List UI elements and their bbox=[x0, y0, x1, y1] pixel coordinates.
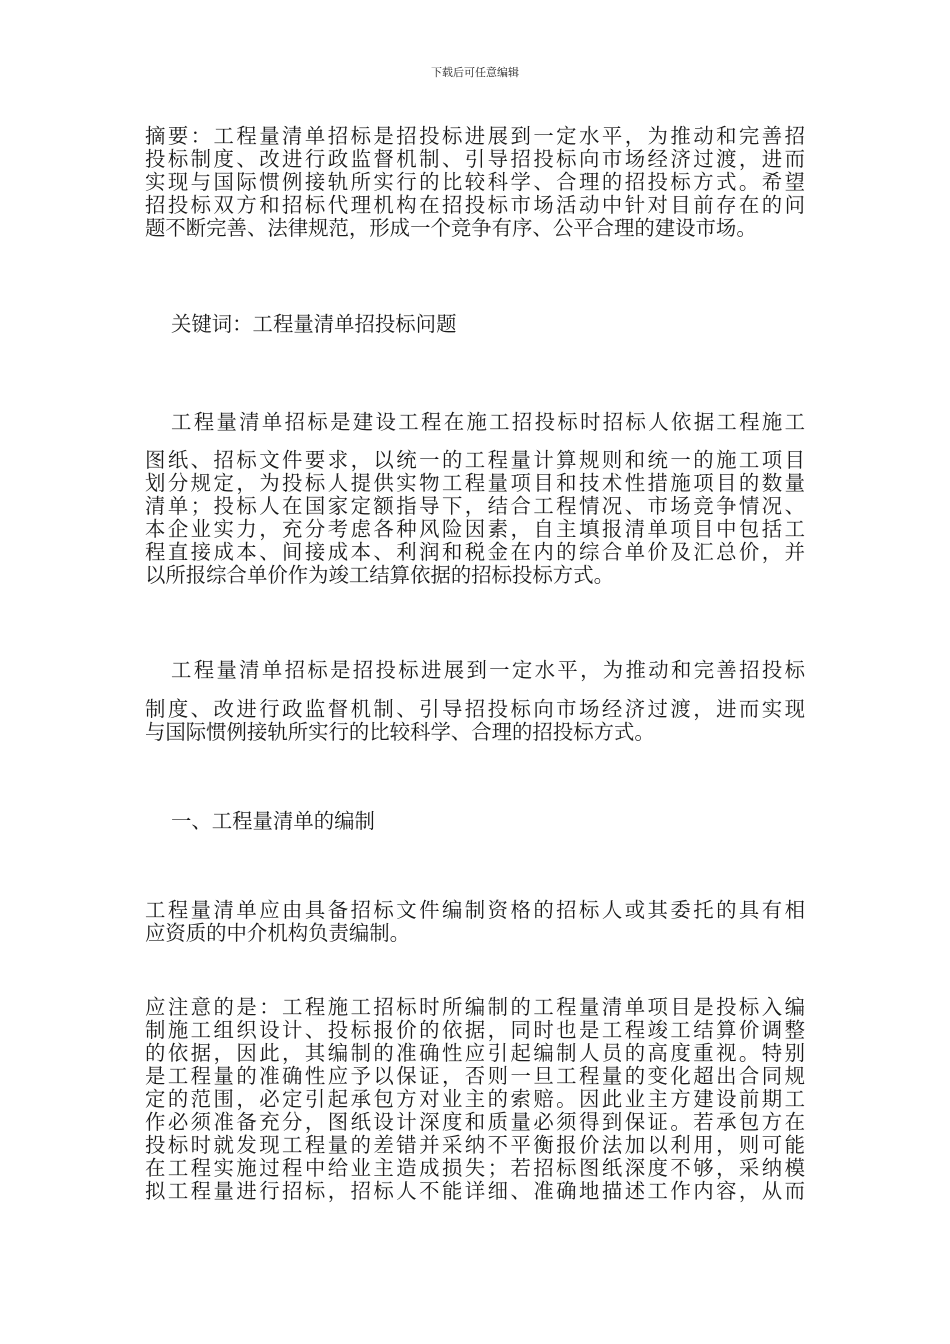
paragraph-line: 应注意的是：工程施工招标时所编制的工程量清单项目是投标入编 bbox=[145, 995, 805, 1019]
paragraph-line: 程直接成本、间接成本、利润和税金在内的综合单价及汇总价，并 bbox=[145, 540, 805, 564]
abstract-line: 实现与国际惯例接轨所实行的比较科学、合理的招投标方式。希望 bbox=[145, 170, 805, 194]
paragraph-line: 制施工组织设计、投标报价的依据，同时也是工程竣工结算价调整 bbox=[145, 1018, 805, 1042]
abstract-line: 投标制度、改进行政监督机制、引导招投标向市场经济过渡，进而 bbox=[145, 147, 805, 171]
abstract-paragraph bbox=[145, 125, 805, 240]
abstract-line: 题不断完善、法律规范，形成一个竞争有序、公平合理的建设市场。 bbox=[145, 216, 757, 240]
paragraph-line: 是工程量的准确性应予以保证，否则一旦工程量的变化超出合同规 bbox=[145, 1064, 805, 1088]
abstract-line: 摘要：工程量清单招标是招投标进展到一定水平，为推动和完善招 bbox=[145, 124, 805, 148]
paragraph-line: 作必须准备充分，图纸设计深度和质量必须得到保证。若承包方在 bbox=[145, 1110, 805, 1134]
paragraph-line: 以所报综合单价作为竣工结算依据的招标投标方式。 bbox=[145, 563, 614, 587]
paragraph-line: 工程量清单招标是建设工程在施工招投标时招标人依据工程施工 bbox=[171, 410, 805, 434]
abstract-line: 招投标双方和招标代理机构在招投标市场活动中针对目前存在的问 bbox=[145, 193, 805, 217]
paragraph-line: 工程量清单应由具备招标文件编制资格的招标人或其委托的具有相 bbox=[145, 898, 805, 922]
paragraph-line: 拟工程量进行招标，招标人不能详细、准确地描述工作内容，从而 bbox=[145, 1179, 805, 1203]
paragraph-line: 应资质的中介机构负责编制。 bbox=[145, 921, 411, 945]
paragraph-line: 清单；投标人在国家定额指导下，结合工程情况、市场竞争情况、 bbox=[145, 494, 805, 518]
paragraph-line: 划分规定，为投标人提供实物工程量项目和技术性措施项目的数量 bbox=[145, 471, 805, 495]
paragraph-2 bbox=[145, 698, 805, 744]
paragraph-4 bbox=[145, 996, 805, 1203]
paragraph-2-first bbox=[145, 659, 805, 682]
paragraph-line: 定的范围，必定引起承包方对业主的索赔。因此业主方建设前期工 bbox=[145, 1087, 805, 1111]
paragraph-line: 在工程实施过程中给业主造成损失；若招标图纸深度不够，采纳模 bbox=[145, 1156, 805, 1180]
paragraph-line: 本企业实力，充分考虑各种风险因素，自主填报清单项目中包括工 bbox=[145, 517, 805, 541]
section-heading-text: 一、工程量清单的编制 bbox=[171, 809, 375, 833]
section-heading bbox=[145, 810, 805, 833]
paragraph-line: 工程量清单招标是招投标进展到一定水平，为推动和完善招投标 bbox=[171, 658, 805, 682]
paragraph-line: 投标时就发现工程量的差错并采纳不平衡报价法加以利用，则可能 bbox=[145, 1133, 805, 1157]
paragraph-line: 与国际惯例接轨所实行的比较科学、合理的招投标方式。 bbox=[145, 720, 655, 744]
keywords-text: 关键词：工程量清单招投标问题 bbox=[171, 312, 457, 336]
keywords-line bbox=[145, 313, 805, 336]
paragraph-line: 图纸、招标文件要求，以统一的工程量计算规则和统一的施工项目 bbox=[145, 448, 805, 472]
paragraph-line: 制度、改进行政监督机制、引导招投标向市场经济过渡，进而实现 bbox=[145, 697, 805, 721]
header-note: 下载后可任意编辑 bbox=[431, 66, 519, 79]
paragraph-3 bbox=[145, 899, 805, 945]
paragraph-1-first bbox=[145, 411, 805, 434]
paragraph-1 bbox=[145, 449, 805, 587]
paragraph-line: 的依据，因此，其编制的准确性应引起编制人员的高度重视。特别 bbox=[145, 1041, 805, 1065]
